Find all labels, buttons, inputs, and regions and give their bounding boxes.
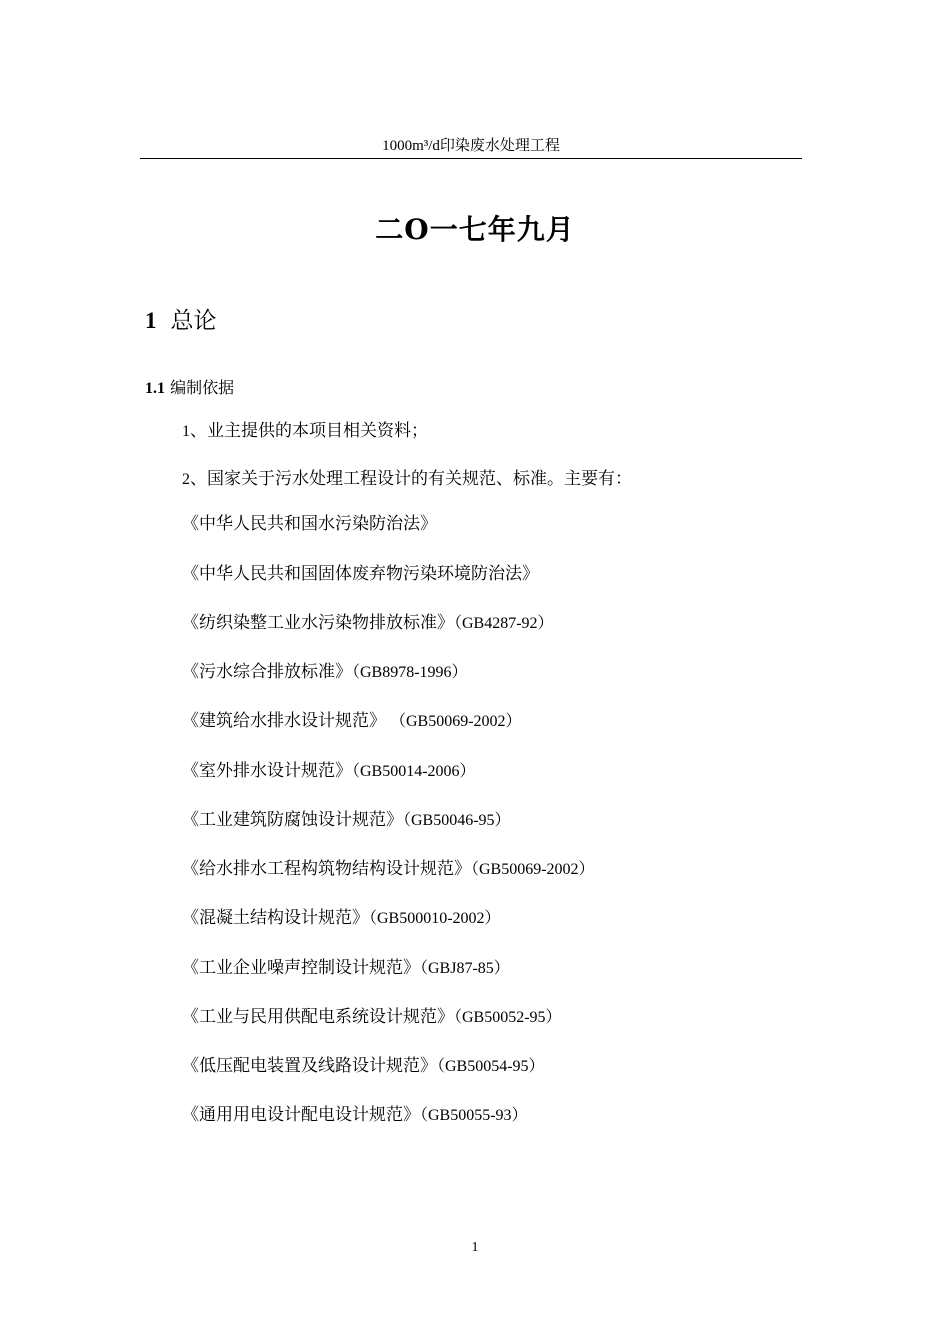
reference-title: 《污水综合排放标准》 (182, 662, 352, 682)
reference-title: 《混凝土结构设计规范》 (182, 908, 369, 928)
list-item-text: 、国家关于污水处理工程设计的有关规范、标准。主要有： (190, 469, 632, 489)
reference-code: （GBJ87-85） (420, 960, 510, 977)
reference-item (182, 759, 476, 784)
reference-item (182, 956, 510, 981)
reference-title: 《工业建筑防腐蚀设计规范》 (182, 810, 403, 830)
reference-title: 《室外排水设计规范》 (182, 761, 352, 781)
page-number: 1 (471, 1240, 479, 1255)
chapter-heading (145, 304, 217, 338)
reference-item (182, 512, 437, 537)
reference-title: 《通用用电设计配电设计规范》 (182, 1105, 420, 1125)
list-item (182, 419, 428, 444)
list-item-number: 1 (182, 423, 190, 440)
reference-code: （GB8978-1996） (352, 664, 468, 681)
list-item-number: 2 (182, 471, 190, 488)
date-title: 二O一七年九月 (375, 213, 575, 246)
reference-code: （GB50069-2002） (386, 713, 522, 730)
section-heading (145, 376, 234, 401)
reference-item (182, 1103, 528, 1128)
reference-code: （GB500010-2002） (369, 910, 501, 927)
reference-item (182, 611, 554, 636)
reference-title: 《中华人民共和国固体废弃物污染环境防治法》 (182, 564, 539, 584)
list-item-text: 、业主提供的本项目相关资料； (190, 421, 428, 441)
reference-code: （GB50052-95） (454, 1009, 562, 1026)
reference-title: 《中华人民共和国水污染防治法》 (182, 514, 437, 534)
section-number: 1.1 (145, 380, 165, 397)
reference-item (182, 709, 522, 734)
reference-code: （GB50054-95） (437, 1058, 545, 1075)
chapter-number: 1 (145, 308, 157, 333)
reference-code: （GB50014-2006） (352, 763, 476, 780)
reference-title: 《工业与民用供配电系统设计规范》 (182, 1007, 454, 1027)
section-title: 编制依据 (170, 378, 235, 397)
reference-code: （GB50055-93） (420, 1107, 528, 1124)
reference-code: （GB50046-95） (403, 812, 511, 829)
chapter-title: 总论 (170, 308, 217, 334)
reference-item (182, 808, 511, 833)
header-rule (140, 158, 802, 159)
reference-code: （GB4287-92） (454, 615, 554, 632)
reference-item (182, 857, 595, 882)
reference-item (182, 562, 539, 587)
reference-item (182, 1005, 562, 1030)
reference-title: 《纺织染整工业水污染物排放标准》 (182, 613, 454, 633)
reference-item (182, 906, 501, 931)
reference-code: （GB50069-2002） (471, 861, 595, 878)
reference-title: 《建筑给水排水设计规范》 (182, 711, 386, 731)
reference-title: 《给水排水工程构筑物结构设计规范》 (182, 859, 471, 879)
reference-title: 《低压配电装置及线路设计规范》 (182, 1056, 437, 1076)
reference-title: 《工业企业噪声控制设计规范》 (182, 958, 420, 978)
reference-item (182, 660, 468, 685)
reference-item (182, 1054, 545, 1079)
running-header: 1000m³/d印染废水处理工程 (382, 138, 560, 154)
list-item (182, 467, 632, 492)
